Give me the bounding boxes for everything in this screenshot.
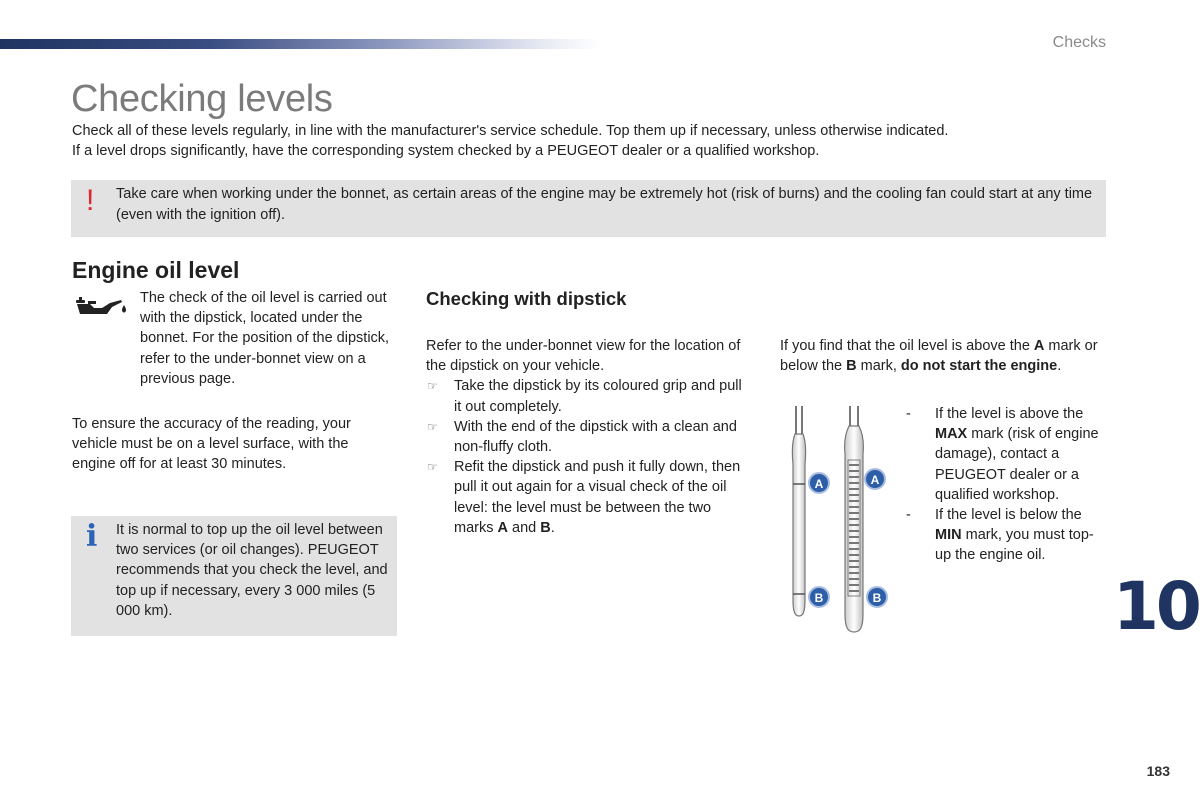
label-b-badge-right	[867, 587, 887, 607]
oil-check-text: The check of the oil level is carried out with the dipstick, located under the bonnet. For the position of the dipstick, refer to the under-bonnet view on a previous page.	[140, 290, 390, 387]
pointing-hand-icon: ☞	[427, 419, 438, 434]
list-item: ☞ Take the dipstick by its coloured grip and pull it out completely.	[427, 378, 742, 415]
accuracy-text: To ensure the accuracy of the reading, your vehicle must be on a level surface, with the engine off for at least 30 minutes.	[72, 416, 351, 473]
label-b-badge-left	[809, 587, 829, 607]
intro-text	[72, 121, 1112, 161]
list-item: ☞ Refit the dipstick and push it fully down, then pull it out again for a visual check of the oil level: the level must be between the two marks A and B.	[427, 459, 741, 536]
svg-text:B: B	[872, 591, 882, 605]
info-icon: i	[86, 519, 98, 554]
dipstick-intro: Refer to the under-bonnet view for the location of the dipstick on your vehicle.	[426, 338, 741, 375]
pointing-hand-icon: ☞	[427, 379, 438, 394]
info-text: It is normal to top up the oil level between two services (or oil changes). PEUGEOT recommends that you check the level, and top up if necessary, every 3 000 miles (5 000 km).	[116, 522, 388, 619]
svg-text:B: B	[814, 591, 824, 605]
dipstick-steps	[426, 376, 751, 538]
list-item: - If the level is above the MAX mark (risk of engine damage), contact a PEUGEOT dealer or a qualified workshop.	[906, 406, 1099, 503]
list-item: ☞ With the end of the dipstick with a clean and non-fluffy cloth.	[427, 418, 737, 456]
dipstick-diagram	[784, 404, 896, 636]
level-note: If you find that the oil level is above the A mark or below the B mark, do not start the engine.	[780, 338, 1098, 375]
svg-text:A: A	[870, 473, 880, 487]
dipstick-left	[792, 406, 805, 616]
level-bullets	[906, 404, 1108, 566]
dipstick-section	[426, 336, 751, 538]
label-a-badge-right	[865, 469, 885, 489]
svg-text:A: A	[814, 477, 824, 491]
intro-line-2: If a level drops significantly, have the corresponding system checked by a PEUGEOT dealer or a qualified workshop.	[72, 143, 820, 159]
oil-can-icon	[74, 292, 130, 324]
header-accent-bar	[0, 39, 600, 49]
page-number: 183	[1146, 763, 1170, 779]
pointing-hand-icon: ☞	[427, 460, 438, 475]
dipstick-right	[845, 406, 864, 632]
list-item: - If the level is below the MIN mark, you must top-up the engine oil.	[906, 507, 1094, 564]
dipstick-heading: Checking with dipstick	[426, 288, 627, 309]
page-title: Checking levels	[71, 78, 333, 120]
section-title: Checks	[1052, 34, 1106, 51]
chapter-number: 10	[1113, 568, 1199, 645]
warning-text: Take care when working under the bonnet, as certain areas of the engine may be extremely hot (risk of burns) and the cooling fan could start at any time (even with the ignition off).	[116, 186, 1093, 223]
exclamation-icon: !	[86, 184, 95, 217]
intro-line-1: Check all of these levels regularly, in line with the manufacturer's service schedule. Top them up if necessary, unless otherwise indicated.	[72, 123, 949, 139]
engine-oil-heading: Engine oil level	[72, 257, 240, 283]
label-a-badge-left	[809, 473, 829, 493]
